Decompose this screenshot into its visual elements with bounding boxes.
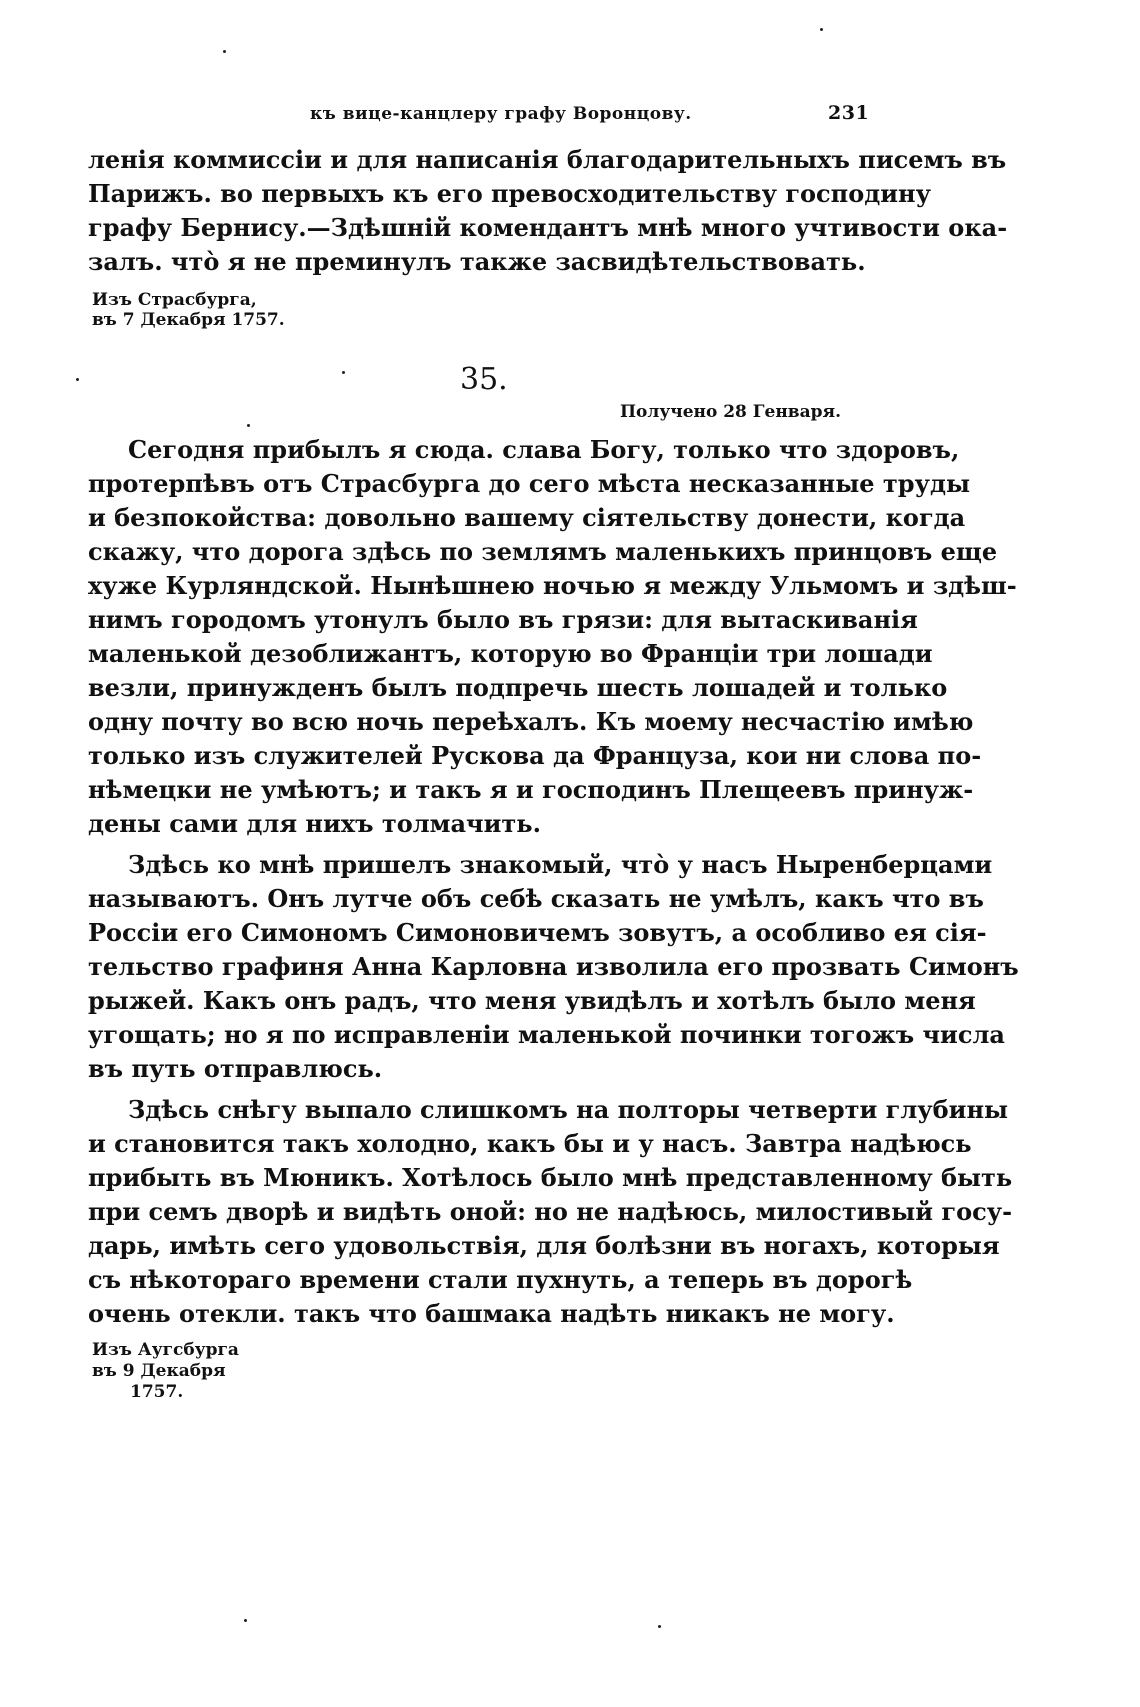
place-date-line: въ 7 Декабря 1757. xyxy=(92,310,285,330)
text-line: ленія коммиссіи и для написанія благодарительныхъ писемъ въ xyxy=(88,145,1007,174)
text-line: при семъ дворѣ и видѣть оной: но не надѣюсь, милостивый госу- xyxy=(88,1197,1013,1226)
text-line: Здѣсь ко мнѣ пришелъ знакомый, чтò у насъ Ныренберцами xyxy=(128,850,993,879)
text-line: рыжей. Какъ онъ радъ, что меня увидѣлъ и хотѣлъ было меня xyxy=(88,986,976,1015)
text-line: Сегодня прибылъ я сюда. слава Богу, только что здоровъ, xyxy=(128,435,960,464)
text-line: съ нѣкотораго времени стали пухнуть, а теперь въ дорогѣ xyxy=(88,1265,913,1294)
scan-speck xyxy=(76,378,79,381)
text-line: тельство графиня Анна Карловна изволила его прозвать Симонъ xyxy=(88,952,1019,981)
text-line: и безпокойства: довольно вашему сіятельству донести, когда xyxy=(88,503,966,532)
text-line: нѣмецки не умѣютъ; и такъ я и господинъ Плещеевъ принуж- xyxy=(88,775,974,804)
text-line: одну почту во всю ночь переѣхалъ. Къ моему несчастію имѣю xyxy=(88,707,974,736)
place-date-line: въ 9 Декабря xyxy=(92,1361,226,1381)
text-line: называютъ. Онъ лутче объ себѣ сказать не умѣлъ, какъ что въ xyxy=(88,884,984,913)
text-line: скажу, что дорога здѣсь по землямъ маленькихъ принцовъ еще xyxy=(88,537,998,566)
scan-speck xyxy=(247,424,250,427)
place-date-line: 1757. xyxy=(130,1382,184,1402)
scan-speck xyxy=(820,28,823,31)
text-line: графу Бернису.—Здѣшній комендантъ мнѣ много учтивости ока- xyxy=(88,213,1008,242)
scan-speck xyxy=(658,1625,661,1628)
text-line: угощать; но я по исправленіи маленькой починки тогожъ числа xyxy=(88,1020,1005,1049)
scan-speck xyxy=(223,50,226,53)
text-line: нимъ городомъ утонулъ было въ грязи: для вытаскиванія xyxy=(88,605,918,634)
text-line: дарь, имѣть сего удовольствія, для болѣзни въ ногахъ, которыя xyxy=(88,1231,1000,1260)
text-line: и становится такъ холодно, какъ бы и у насъ. Завтра надѣюсь xyxy=(88,1129,972,1158)
received-note: Получено 28 Генваря. xyxy=(620,402,841,422)
text-line: Парижъ. во первыхъ къ его превосходительству господину xyxy=(88,179,931,208)
text-line: очень отекли. такъ что башмака надѣть никакъ не могу. xyxy=(88,1299,895,1328)
text-line: Россіи его Симономъ Симоновичемъ зовутъ, а особливо ея сія- xyxy=(88,918,987,947)
text-line: залъ. чтò я не преминулъ также засвидѣтельствовать. xyxy=(88,247,866,276)
running-header xyxy=(0,100,1140,130)
text-line: хуже Курляндской. Нынѣшнею ночью я между Ульмомъ и здѣш- xyxy=(88,571,1017,600)
text-line: маленькой дезоближантъ, которую во Франціи три лошади xyxy=(88,639,933,668)
letter-number: 35. xyxy=(460,362,508,397)
text-line: протерпѣвъ отъ Страсбурга до сего мѣста несказанные труды xyxy=(88,469,970,498)
scan-speck xyxy=(342,371,345,374)
page-number: 231 xyxy=(828,102,870,124)
text-line: дены сами для нихъ толмачить. xyxy=(88,809,541,838)
text-line: прибыть въ Мюникъ. Хотѣлось было мнѣ представленному быть xyxy=(88,1163,1013,1192)
text-line: только изъ служителей Рускова да Француза, кои ни слова по- xyxy=(88,741,982,770)
place-date-line: Изъ Аугсбурга xyxy=(92,1340,239,1360)
running-title: къ вице-канцлеру графу Воронцову. xyxy=(310,104,692,124)
text-line: въ путь отправлюсь. xyxy=(88,1054,383,1083)
place-date-line: Изъ Страсбурга, xyxy=(92,290,257,310)
text-line: Здѣсь снѣгу выпало слишкомъ на полторы четверти глубины xyxy=(128,1095,1009,1124)
scan-speck xyxy=(244,1619,247,1622)
text-line: везли, принужденъ былъ подпречь шесть лошадей и только xyxy=(88,673,948,702)
